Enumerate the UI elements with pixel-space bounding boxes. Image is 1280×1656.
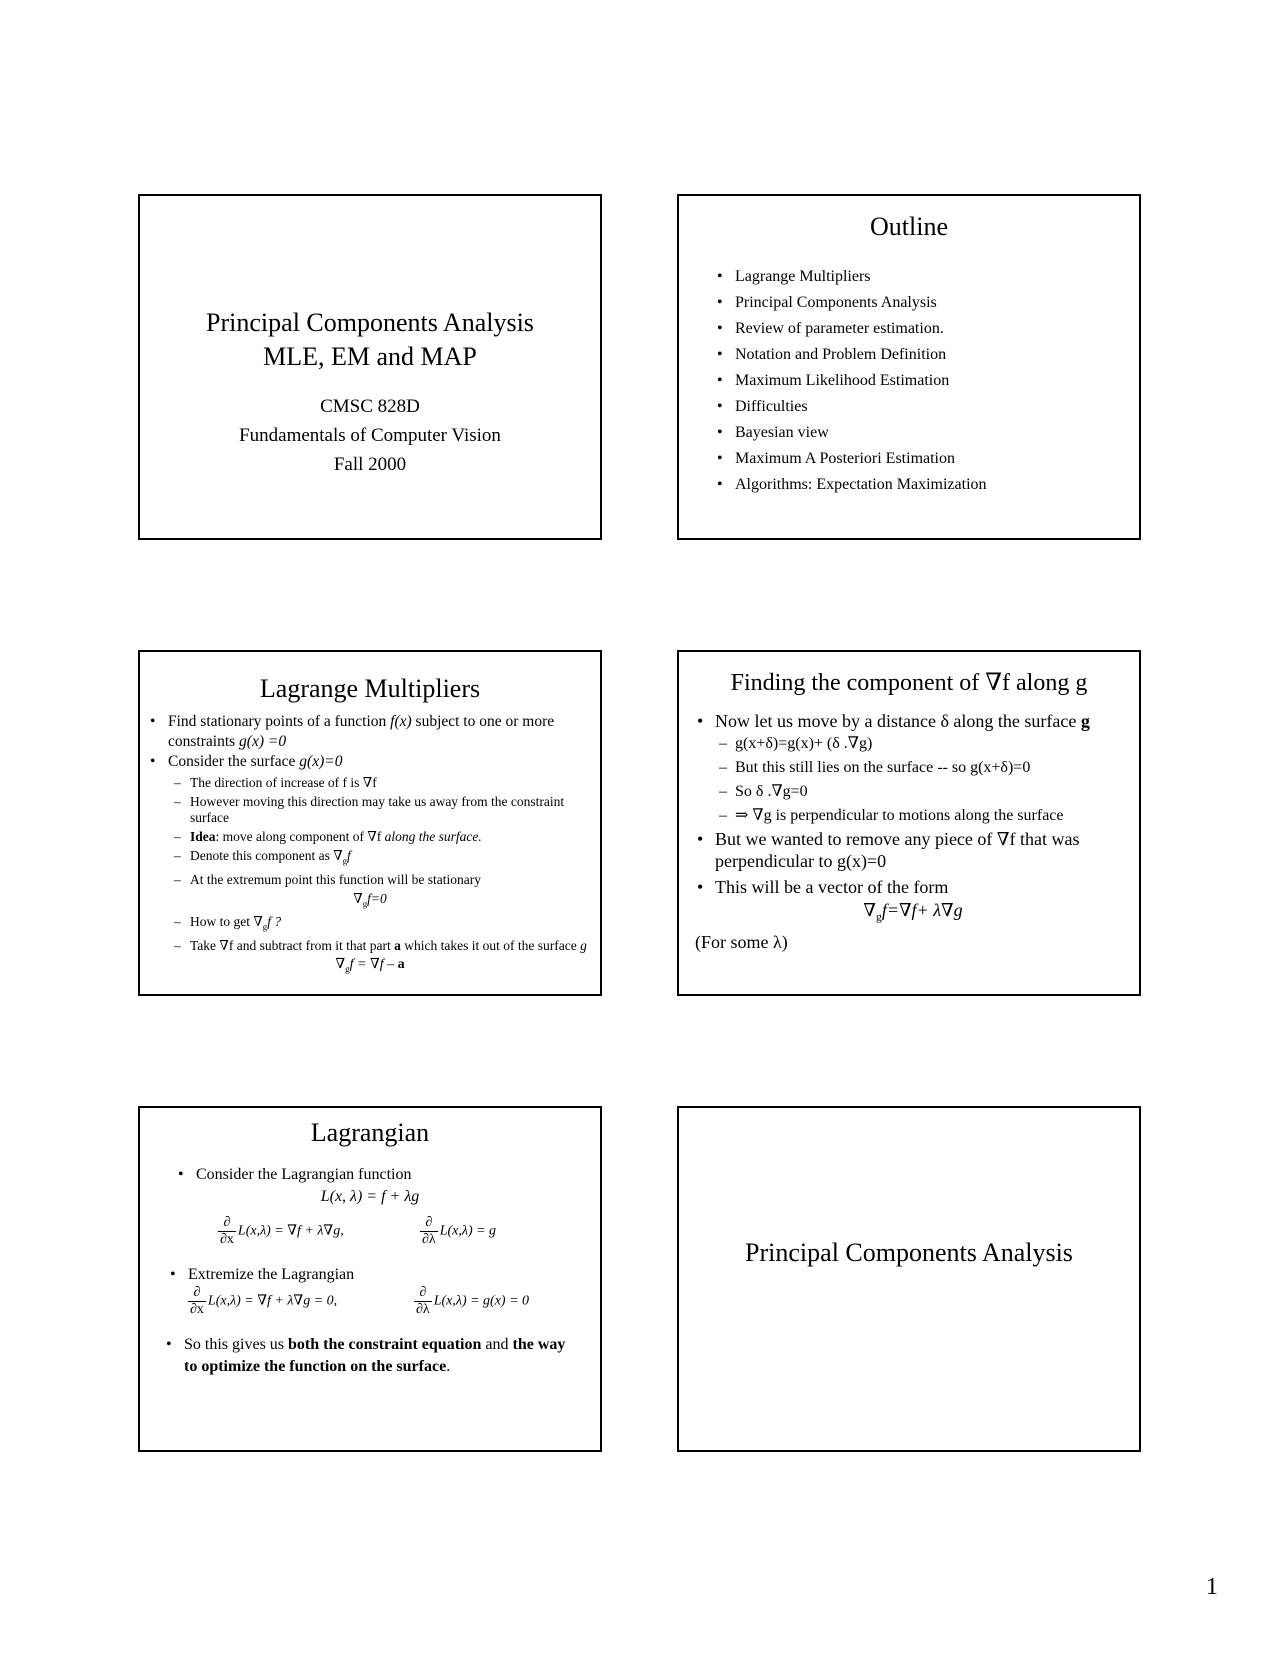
slide5-equation-1: L(x, λ) = f + λg	[320, 1188, 420, 1205]
slide3-sub-4: – Denote this component as $\nabla_gf$	[174, 848, 590, 869]
slide1-course: CMSC 828D	[320, 396, 420, 417]
slide4-equation: $\nabla_gf=\nabla f+ \lambda\nabla g$	[863, 900, 963, 924]
slide1-title-line2: MLE, EM and MAP	[263, 342, 477, 371]
outline-item: • Maximum Likelihood Estimation	[717, 368, 987, 394]
slide3-sub-1: – The direction of increase of f is ∇f	[174, 775, 590, 791]
slide4-bullet-2: • But we wanted to remove any piece of ∇f that was perpendicular to g(x)=0	[697, 828, 1129, 872]
slide4-bullet-3: • This will be a vector of the form	[697, 876, 1129, 898]
slide5-bullet-1: • Consider the Lagrangian function	[178, 1164, 412, 1186]
slide3-equation-2: $\nabla_gf = \nabla f - a$	[335, 957, 405, 974]
outline-list	[717, 264, 987, 498]
slide3-sub-2: – However moving this direction may take us away from the constraint surface	[174, 794, 590, 826]
slide5-title: Lagrangian	[310, 1118, 430, 1147]
slide4-sub-2: – But this still lies on the surface -- so g(x+δ)=0	[719, 756, 1129, 780]
slide5-bullet-3: • So this gives us both the constraint equation and the way to optimize the function on the surface.	[166, 1334, 576, 1378]
slide4-sub-3: – So δ .∇g=0	[719, 780, 1129, 804]
slide-outline	[677, 194, 1141, 540]
outline-item: • Bayesian view	[717, 420, 987, 446]
slide4-note: (For some λ)	[695, 931, 788, 952]
page-number: 1	[1206, 1574, 1218, 1600]
slide3-bullet-2: • Consider the surface g(x)=0	[150, 752, 590, 772]
slide3-sub-3: – Idea: move along component of ∇f along the surface.	[174, 829, 590, 845]
outline-item: • Algorithms: Expectation Maximization	[717, 472, 987, 498]
slide5-derivative-2: $\frac{\partial}{\partial\lambda}$ L(x,λ) = g	[422, 1215, 497, 1247]
outline-item: • Notation and Problem Definition	[717, 342, 987, 368]
slide-title	[138, 194, 602, 540]
slide4-sub-1: – g(x+δ)=g(x)+ (δ .∇g)	[719, 732, 1129, 756]
slide1-course-name: Fundamentals of Computer Vision	[239, 425, 501, 446]
slide5-derivative-3: $\frac{\partial}{\partial x}$ L(x,λ) = ∇f + λ∇g = 0,	[190, 1285, 338, 1317]
slide3-bullet-1: • Find stationary points of a function f(x) subject to one or more constraints g(x) =0	[150, 712, 590, 752]
slide6-title: Principal Components Analysis	[745, 1238, 1073, 1267]
slide4-sub-4: – ⇒ ∇g is perpendicular to motions along the surface	[719, 804, 1129, 828]
slide-finding-component	[677, 650, 1141, 996]
slide3-equation-1: $\nabla_gf=0$	[353, 890, 387, 909]
slide4-title: Finding the component of ∇f along g	[730, 670, 1088, 696]
slide1-term: Fall 2000	[333, 454, 407, 475]
slide5-derivative-4: $\frac{\partial}{\partial\lambda}$ L(x,λ) = g(x) = 0	[416, 1285, 530, 1317]
outline-item: • Maximum A Posteriori Estimation	[717, 446, 987, 472]
slide3-sub-5: – At the extremum point this function will be stationary	[174, 872, 590, 888]
slide-lagrange-multipliers	[138, 650, 602, 996]
slide-lagrangian	[138, 1106, 602, 1452]
outline-item: • Difficulties	[717, 394, 987, 420]
slide2-title: Outline	[870, 212, 948, 241]
slide1-title-line1: Principal Components Analysis	[206, 308, 534, 337]
slide5-bullet-2: • Extremize the Lagrangian	[170, 1264, 354, 1286]
slide4-bullet-1: • Now let us move by a distance δ along the surface g	[697, 710, 1129, 732]
outline-item: • Principal Components Analysis	[717, 290, 987, 316]
slide3-sub-7: – Take ∇f and subtract from it that part a which takes it out of the surface g	[174, 938, 590, 954]
slide3-title: Lagrange Multipliers	[259, 674, 481, 703]
outline-item: • Lagrange Multipliers	[717, 264, 987, 290]
slide-pca-section	[677, 1106, 1141, 1452]
slide3-sub-6: – How to get $\nabla_gf$ ?	[174, 914, 590, 935]
outline-item: • Review of parameter estimation.	[717, 316, 987, 342]
slide5-derivative-1: $\frac{\partial}{\partial x}$ L(x,λ) = ∇f + λ∇g,	[220, 1215, 344, 1247]
